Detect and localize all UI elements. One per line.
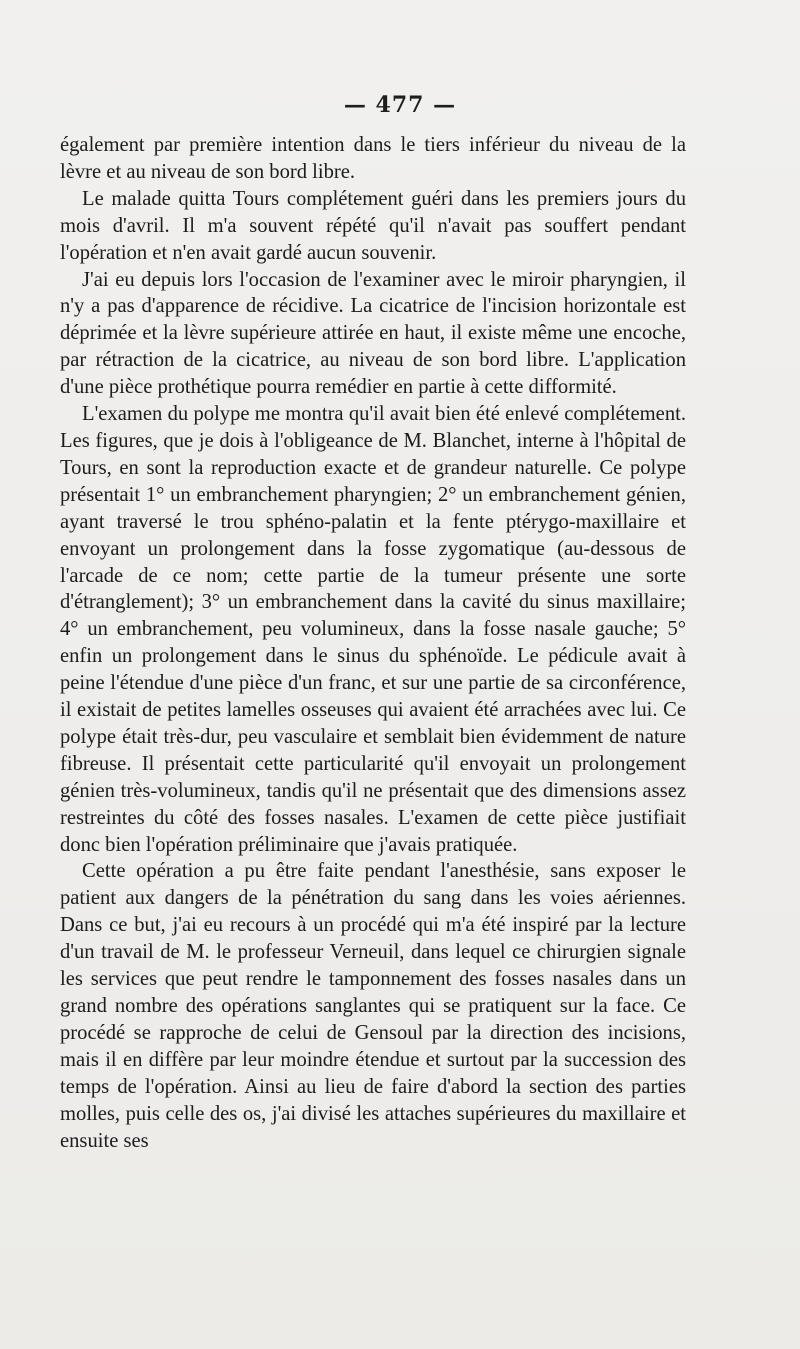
paragraph-4: L'examen du polype me montra qu'il avait bien été enlevé complétement. Les figures, que je dois à l'obligeance de M. Blanchet, interne à l'hôpital de Tours, en sont la reproduction exacte et de grandeur naturelle. Ce polype présentait 1° un embranchement pharyngien; 2° un embranchement génien, ayant traversé le trou sphéno-palatin et la fente ptérygo-maxillaire et envoyant un prolongement dans la fosse zygomatique (au-dessous de l'arcade de ce nom; cette partie de la tumeur présente une sorte d'étranglement); 3° un embranchement dans la cavité du sinus maxillaire; 4° un embranchement, peu volumineux, dans la fosse nasale gauche; 5° enfin un prolongement dans le sinus du sphénoïde. Le pédicule avait à peine l'étendue d'une pièce d'un franc, et sur une partie de sa circonférence, il existait de petites lamelles osseuses qui avaient été arrachées avec lui. Ce polype était très-dur, peu vasculaire et semblait bien évidemment de nature fibreuse. Il présentait cette particularité qu'il envoyait un prolongement génien très-volumineux, tandis qu'il ne présentait que des dimensions assez restreintes du côté des fosses nasales. L'examen de cette pièce justifiait donc bien l'opération préliminaire que j'avais pratiquée.: [60, 403, 686, 856]
paragraph-2: Le malade quitta Tours complétement guéri dans les premiers jours du mois d'avril. Il m'a souvent répété qu'il n'avait pas souffert pendant l'opération et n'en avait gardé aucun souvenir.: [60, 187, 686, 264]
body-text: [60, 132, 686, 1154]
paragraph-5: Cette opération a pu être faite pendant l'anesthésie, sans exposer le patient aux dangers de la pénétration du sang dans les voies aériennes. Dans ce but, j'ai eu recours à un procédé qui m'a été inspiré par la lecture d'un travail de M. le professeur Verneuil, dans lequel ce chirurgien signale les services que peut rendre le tamponnement des fosses nasales dans un grand nombre des opérations sanglantes qui se pratiquent sur la face. Ce procédé se rapproche de celui de Gensoul par la direction des incisions, mais il en diffère par leur moindre étendue et surtout par la succession des temps de l'opération. Ainsi au lieu de faire d'abord la section des parties molles, puis celle des os, j'ai divisé les attaches supérieures du maxillaire et ensuite ses: [60, 860, 686, 1152]
page-number: — 477 —: [343, 92, 457, 118]
paragraph-1: également par première intention dans le tiers inférieur du niveau de la lèvre et au niveau de son bord libre.: [60, 134, 686, 183]
paragraph-3: J'ai eu depuis lors l'occasion de l'examiner avec le miroir pharyngien, il n'y a pas d'apparence de récidive. La cicatrice de l'incision horizontale est déprimée et la lèvre supérieure attirée en haut, il existe même une encoche, par rétraction de la cicatrice, au niveau de son bord libre. L'application d'une pièce prothétique pourra remédier en partie à cette difformité.: [60, 268, 686, 399]
